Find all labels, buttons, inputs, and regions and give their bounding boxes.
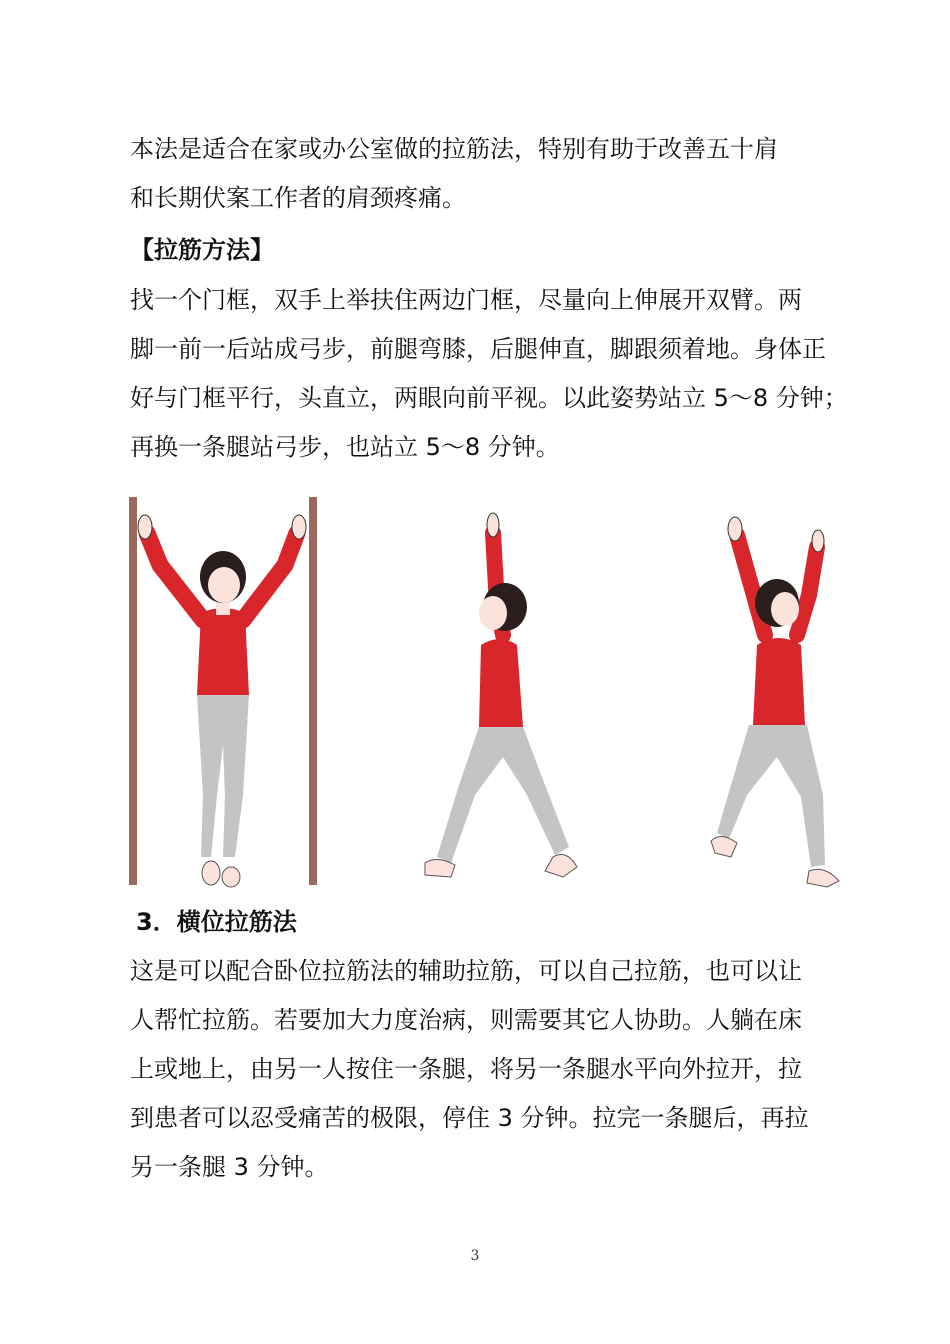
method-line: 脚一前一后站成弓步，前腿弯膝，后腿伸直，脚跟须着地。身体正	[130, 335, 826, 363]
face	[208, 567, 240, 603]
angled-lunge-figure	[711, 517, 839, 887]
doorframe-figure	[129, 497, 317, 887]
torso	[479, 639, 523, 727]
right-arm	[797, 547, 817, 635]
intro-paragraph	[130, 125, 850, 223]
face	[771, 592, 799, 626]
torso	[197, 608, 249, 695]
front-foot	[545, 855, 577, 877]
left-arm	[737, 535, 765, 635]
face	[479, 596, 507, 630]
section3-line: 上或地上，由另一人按住一条腿，将另一条腿水平向外拉开，拉	[130, 1055, 802, 1083]
right-hand	[292, 515, 306, 539]
section3-line: 到患者可以忍受痛苦的极限，停住 3 分钟。拉完一条腿后，再拉	[130, 1104, 809, 1132]
method-line: 找一个门框，双手上举扶住两边门框，尽量向上伸展开双臂。两	[130, 286, 802, 314]
legs	[197, 695, 249, 857]
method-line: 再换一条腿站弓步，也站立 5～8 分钟。	[130, 433, 560, 461]
intro-line: 本法是适合在家或办公室做的拉筋法，特别有助于改善五十肩	[130, 135, 778, 163]
method-heading: 【拉筋方法】	[130, 236, 274, 264]
left-foot	[202, 861, 220, 885]
torso	[753, 638, 805, 725]
doorframe-left-post	[129, 497, 137, 885]
section3-heading: 3．横位拉筋法	[136, 908, 297, 936]
method-paragraph	[130, 276, 850, 472]
right-arm	[243, 533, 297, 620]
side-lunge-figure	[425, 513, 577, 877]
left-hand	[728, 517, 742, 541]
hand	[487, 513, 499, 537]
stretching-illustration	[125, 495, 845, 890]
doorframe-right-post	[309, 497, 317, 885]
back-foot	[711, 836, 737, 857]
page-number: 3	[470, 1248, 480, 1264]
front-foot	[807, 869, 839, 887]
intro-line: 和长期伏案工作者的肩颈疼痛。	[130, 184, 466, 212]
method-line: 好与门框平行，头直立，两眼向前平视。以此姿势站立 5～8 分钟；	[130, 384, 848, 412]
section3-line: 另一条腿 3 分钟。	[130, 1153, 329, 1181]
section3-line: 这是可以配合卧位拉筋法的辅助拉筋，可以自己拉筋，也可以让	[130, 957, 802, 985]
legs	[437, 727, 569, 863]
left-hand	[138, 515, 152, 539]
section3-line: 人帮忙拉筋。若要加大力度治病，则需要其它人协助。人躺在床	[130, 1006, 802, 1034]
right-foot	[222, 867, 240, 887]
right-hand	[812, 530, 824, 552]
section3-paragraph	[130, 947, 850, 1192]
left-arm	[147, 533, 203, 620]
